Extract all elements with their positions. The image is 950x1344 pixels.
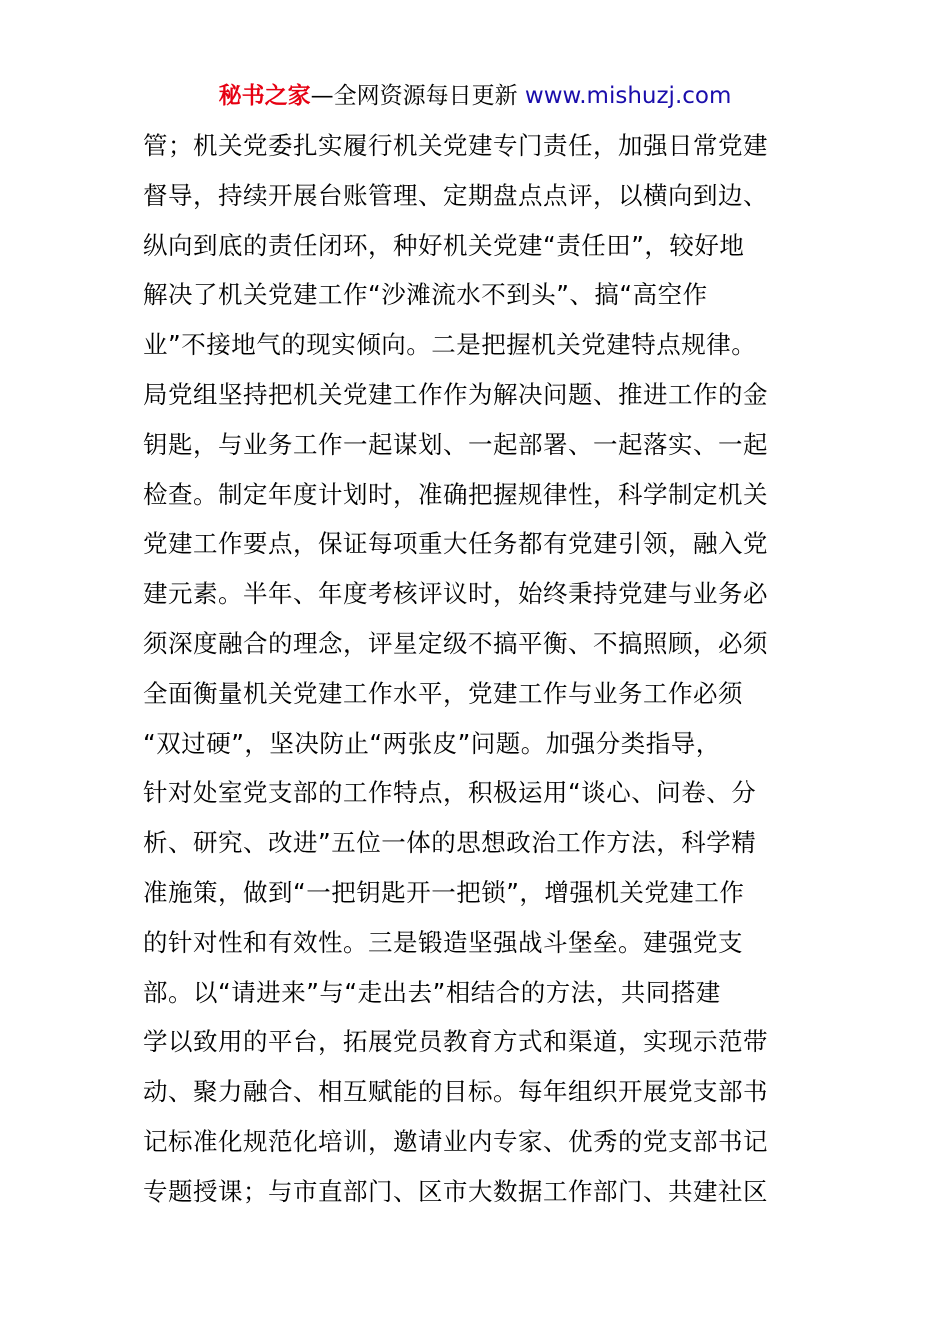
text-line: 须深度融合的理念，评星定级不搞平衡、不搞照顾，必须 [143,628,768,658]
text-line: 学以致用的平台，拓展党员教育方式和渠道，实现示范带 [143,1027,768,1057]
text-line: 析、研究、改进”五位一体的思想政治工作方法，科学精 [143,828,757,858]
text-line: 解决了机关党建工作“沙滩流水不到头”、搞“高空作 [143,280,708,310]
text-line: 纵向到底的责任闭环，种好机关党建“责任田”，较好地 [143,230,745,260]
text-line: 钥匙，与业务工作一起谋划、一起部署、一起落实、一起 [143,429,768,459]
text-line: 建元素。半年、年度考核评议时，始终秉持党建与业务必 [143,579,768,609]
text-line: 准施策，做到“一把钥匙开一把锁”，增强机关党建工作 [143,877,745,907]
page-header [0,80,950,112]
text-line: 的针对性和有效性。三是锻造坚强战斗堡垒。建强党支 [143,927,743,957]
text-line: “双过硬”，坚决防止“两张皮”问题。加强分类指导， [143,728,721,758]
text-line: 针对处室党支部的工作特点，积极运用“谈心、问卷、分 [143,778,757,808]
text-line: 管；机关党委扎实履行机关党建专门责任，加强日常党建 [143,131,768,160]
text-line: 全面衡量机关党建工作水平，党建工作与业务工作必须 [143,678,743,708]
text-line: 部。以“请进来”与“走出去”相结合的方法，共同搭建 [143,977,721,1007]
text-line: 业”不接地气的现实倾向。二是把握机关党建特点规律。 [143,330,757,360]
text-line: 动、聚力融合、相互赋能的目标。每年组织开展党支部书 [143,1077,768,1107]
site-url-link[interactable]: www.mishuzj.com [517,83,732,109]
text-line: 督导，持续开展台账管理、定期盘点点评，以横向到边、 [143,180,768,210]
text-line: 专题授课；与市直部门、区市大数据工作部门、共建社区 [143,1176,768,1206]
text-line: 检查。制定年度计划时，准确把握规律性，科学制定机关 [143,479,768,509]
document-body [143,121,813,1217]
text-line: 党建工作要点，保证每项重大任务都有党建引领，融入党 [143,529,768,559]
site-brand: 秘书之家 [218,83,311,109]
text-line: 记标准化规范化培训，邀请业内专家、优秀的党支部书记 [143,1126,768,1156]
text-line: 局党组坚持把机关党建工作作为解决问题、推进工作的金 [143,379,768,409]
site-tagline: —全网资源每日更新 [310,83,518,109]
